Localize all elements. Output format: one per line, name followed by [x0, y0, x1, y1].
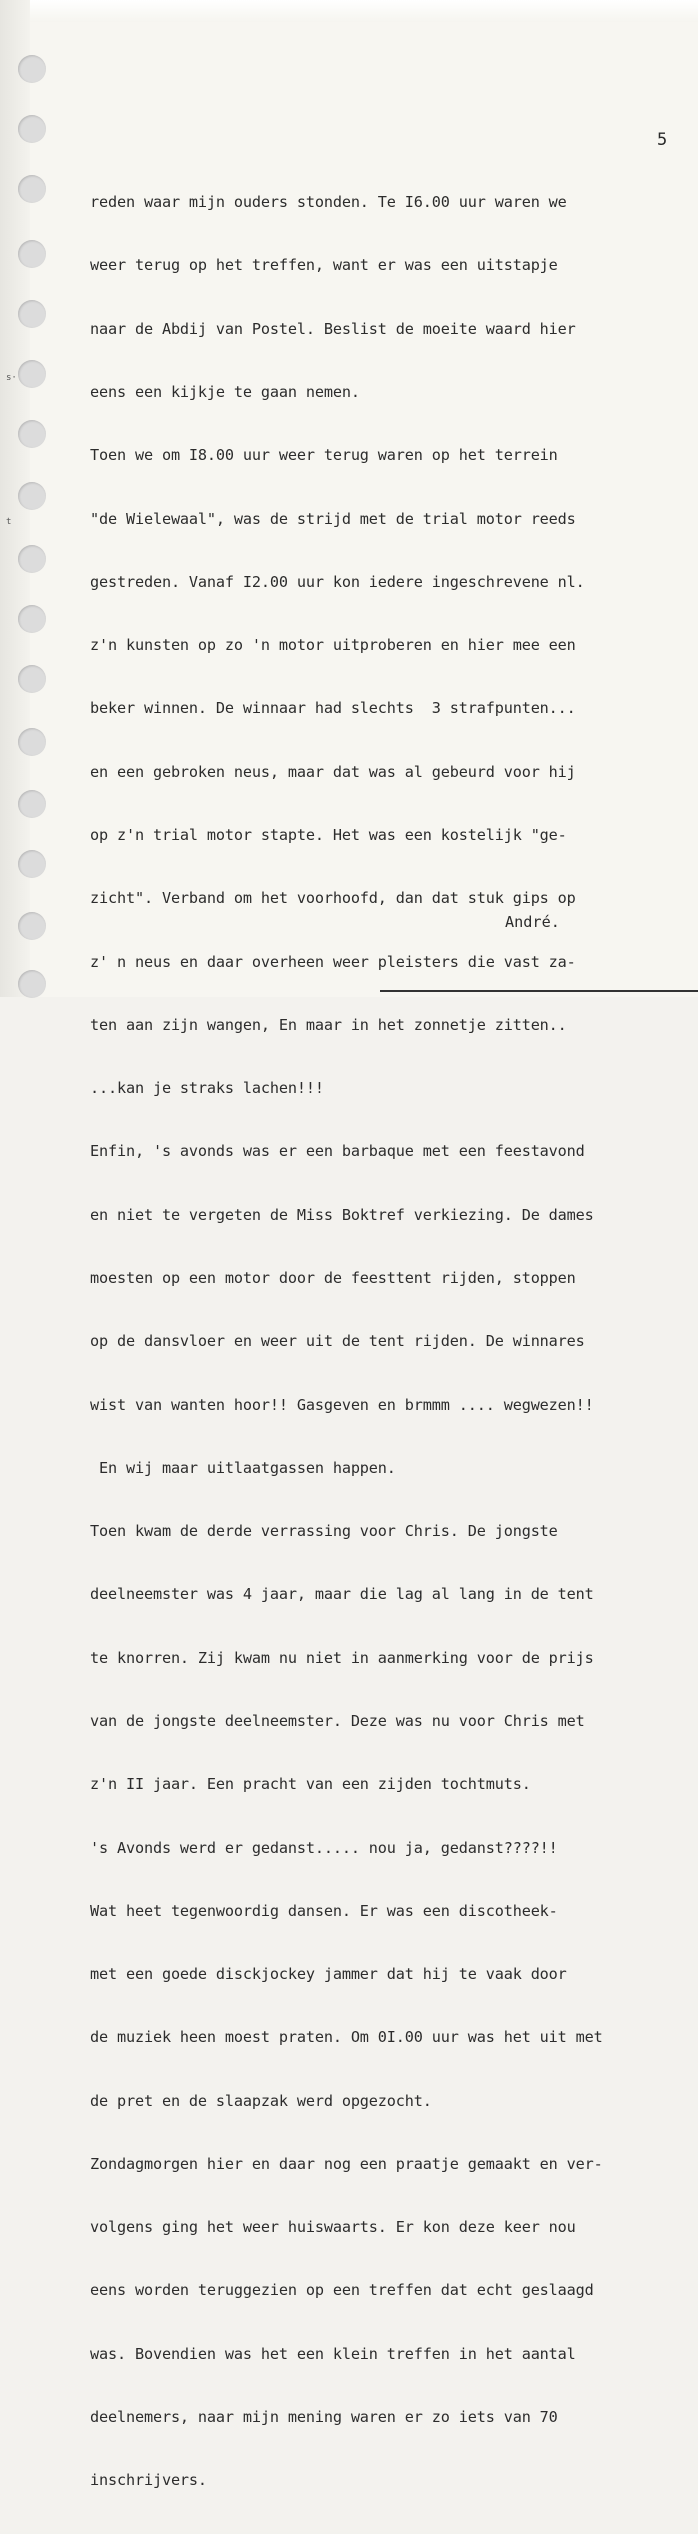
text-line: Toen kwam de derde verrassing voor Chris. De jongste: [90, 1522, 558, 1541]
punch-hole: [18, 728, 46, 756]
punch-hole: [18, 300, 46, 328]
text-line: beker winnen. De winnaar had slechts 3 strafpunten...: [90, 699, 576, 718]
text-line: wist van wanten hoor!! Gasgeven en brmmm .... wegwezen!!: [90, 1395, 594, 1414]
punch-hole: [18, 420, 46, 448]
text-line: volgens ging het weer huiswaarts. Er kon deze keer nou: [90, 2218, 576, 2237]
text-line: deelnemers, naar mijn mening waren er zo iets van 70: [90, 2408, 558, 2427]
text-line: op z'n trial motor stapte. Het was een kostelijk "ge-: [90, 826, 567, 844]
punch-hole: [18, 115, 46, 143]
text-line: z' n neus en daar overheen weer pleisters die vast za-: [90, 952, 576, 971]
text-line: was. Bovendien was het een klein treffen in het aantal: [90, 2344, 576, 2363]
text-line: weer terug op het treffen, want er was een uitstapje: [90, 256, 558, 275]
text-line: op de dansvloer en weer uit de tent rijden. De winnares: [90, 1332, 585, 1351]
text-line: van de jongste deelneemster. Deze was nu voor Chris met: [90, 1711, 585, 1730]
margin-mark: s·: [6, 373, 17, 383]
text-line: en een gebroken neus, maar dat was al gebeurd voor hij: [90, 762, 576, 781]
text-line: ten aan zijn wangen, En maar in het zonnetje zitten..: [90, 1015, 567, 1034]
text-line: En wij maar uitlaatgassen happen.: [90, 1458, 396, 1477]
punch-hole: [18, 240, 46, 268]
text-line: Wat heet tegenwoordig dansen. Er was een discotheek-: [90, 1901, 558, 1920]
text-line: moesten op een motor door de feesttent rijden, stoppen: [90, 1268, 576, 1287]
text-line: 's Avonds werd er gedanst..... nou ja, gedanst????!!: [90, 1838, 558, 1857]
punch-hole: [18, 850, 46, 878]
punch-holes: [18, 0, 58, 997]
punch-hole: [18, 790, 46, 818]
text-line: Enfin, 's avonds was er een barbaque met een feestavond: [90, 1142, 585, 1161]
punch-hole: [18, 912, 46, 940]
text-line: Zondagmorgen hier en daar nog een praatje gemaakt en ver-: [90, 2154, 603, 2173]
text-line: "de Wielewaal", was de strijd met de trial motor reeds: [90, 509, 576, 528]
text-line: eens worden teruggezien op een treffen dat echt geslaagd: [90, 2281, 594, 2300]
text-line: te knorren. Zij kwam nu niet in aanmerking voor de prijs: [90, 1648, 594, 1667]
text-line: naar de Abdij van Postel. Beslist de moeite waard hier: [90, 319, 576, 338]
punch-hole: [18, 360, 46, 388]
page-top-edge: [0, 0, 698, 22]
punch-hole: [18, 55, 46, 83]
signature: André.: [505, 913, 560, 931]
text-line: z'n II jaar. Een pracht van een zijden tochtmuts.: [90, 1775, 531, 1794]
text-line: de muziek heen moest praten. Om 0I.00 uur was het uit met: [90, 2028, 603, 2047]
text-line: reden waar mijn ouders stonden. Te I6.00 uur waren we: [90, 193, 567, 212]
text-line: inschrijvers.: [90, 2471, 207, 2490]
margin-mark: t: [6, 517, 12, 527]
body-text: [90, 150, 696, 2534]
punch-hole: [18, 665, 46, 693]
punch-hole: [18, 545, 46, 573]
punch-hole: [18, 482, 46, 510]
punch-hole: [18, 605, 46, 633]
text-line: met een goede disckjockey jammer dat hij te vaak door: [90, 1965, 567, 1984]
text-line: Toen we om I8.00 uur weer terug waren op het terrein: [90, 446, 558, 465]
text-line: zicht". Verband om het voorhoofd, dan dat stuk gips op: [90, 889, 576, 908]
text-line: de pret en de slaapzak werd opgezocht.: [90, 2091, 432, 2110]
text-line: en niet te vergeten de Miss Boktref verkiezing. De dames: [90, 1205, 594, 1224]
punch-hole: [18, 970, 46, 998]
text-line: eens een kijkje te gaan nemen.: [90, 383, 360, 402]
text-line: deelneemster was 4 jaar, maar die lag al lang in de tent: [90, 1585, 594, 1604]
page-number: 5: [657, 130, 668, 150]
text-line: gestreden. Vanaf I2.00 uur kon iedere ingeschrevene nl.: [90, 572, 585, 591]
punch-hole: [18, 175, 46, 203]
text-line: ...kan je straks lachen!!!: [90, 1079, 324, 1098]
text-line: z'n kunsten op zo 'n motor uitproberen en hier mee een: [90, 636, 576, 655]
bottom-rule: [380, 990, 698, 992]
